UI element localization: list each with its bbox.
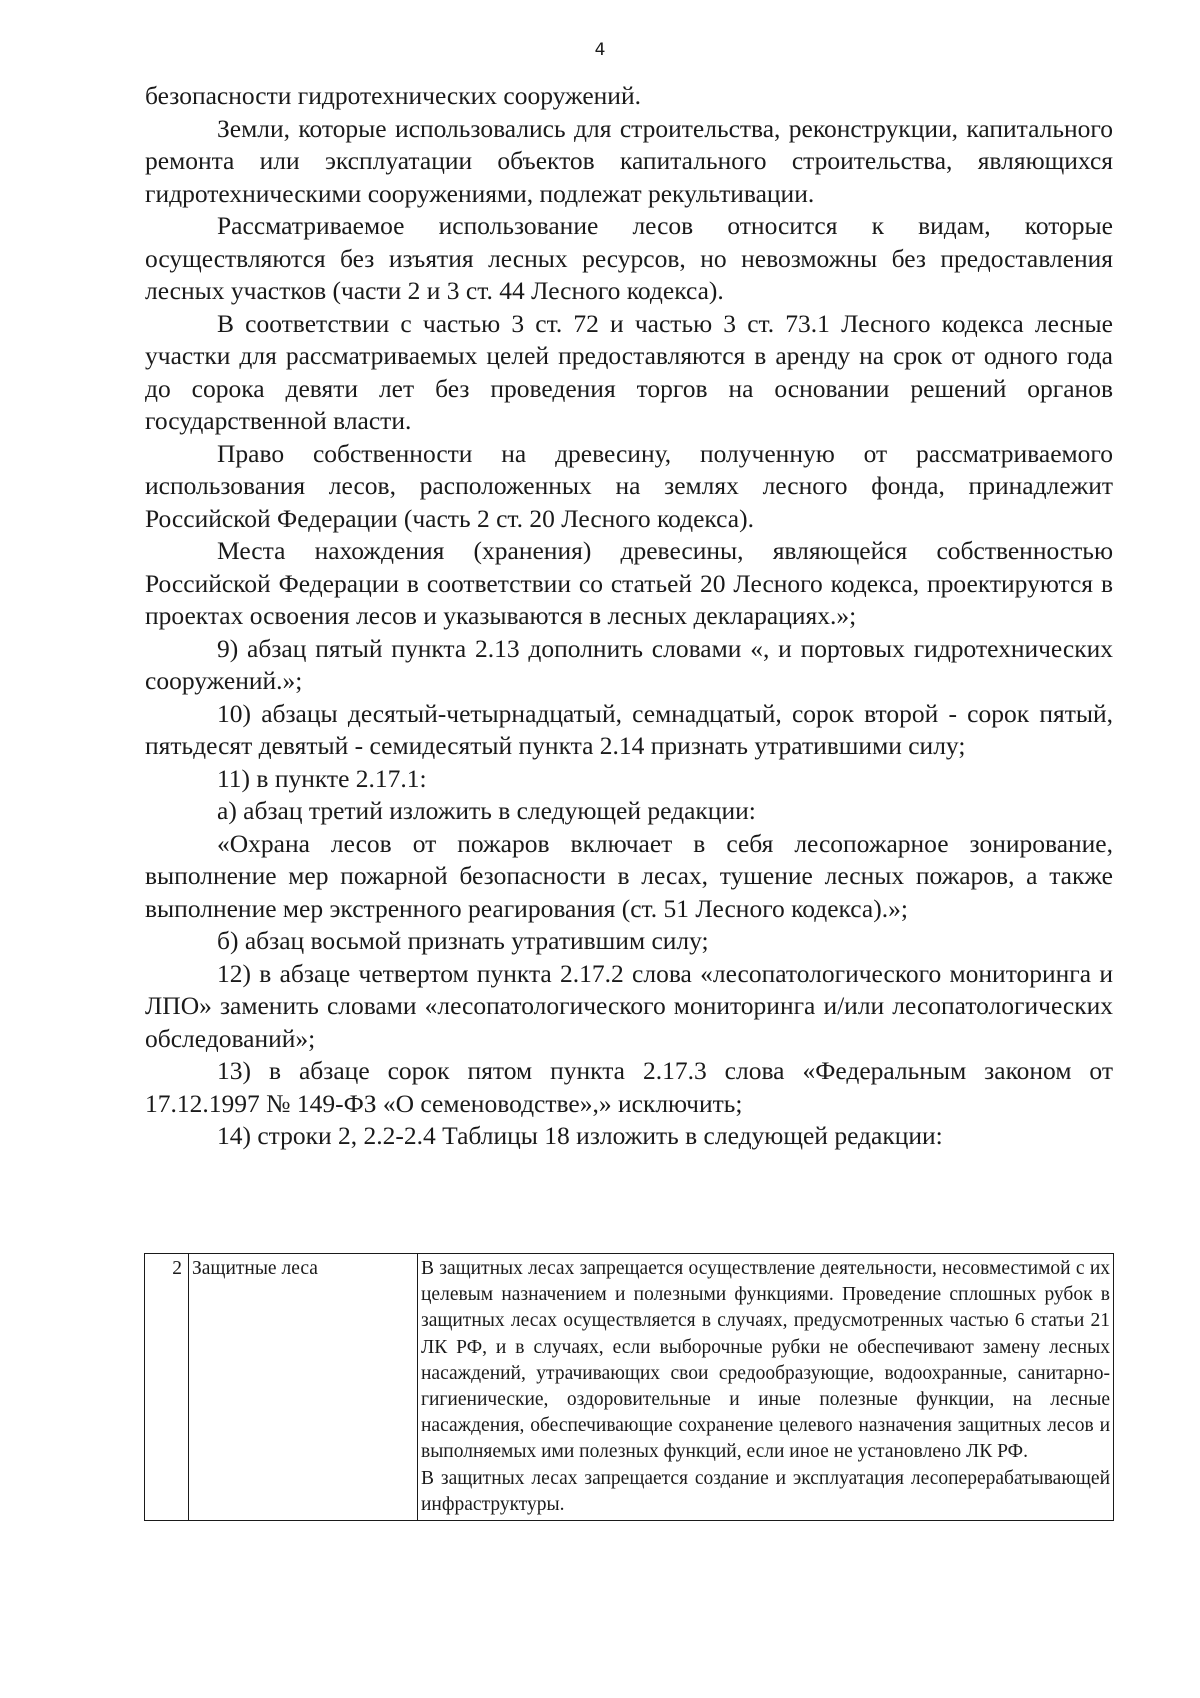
page-number: 4 (594, 40, 606, 60)
row-number: 2 (145, 1254, 189, 1521)
regulation-paragraph: В защитных лесах запрещается осуществление деятельности, несовместимой с их целевым назначением и полезными функциями. Проведение сплошных рубок в защитных лесах осуществляется в случаях, предусмотренных частью 6 статьи 21 ЛК РФ, и в случаях, если выборочные рубки не обеспечивают замену лесных насаждений, утрачивающих свои средообразующие, водоохранные, санитарно-гигиенические, оздоровительные и иные полезные функции, на лесные насаждения, обеспечивающие сохранение целевого назначения защитных лесов и выполняемых ими полезных функций, если иное не установлено ЛК РФ. (421, 1258, 1110, 1463)
paragraph: Земли, которые использовались для строительства, реконструкции, капитального ремонта или эксплуатации объектов капитального строительства, являющихся гидротехническими сооружениями, подлежат рекультивации. (145, 113, 1113, 208)
paragraph: Рассматриваемое использование лесов относится к видам, которые осуществляются без изъятия лесных ресурсов, но невозможны без предоставления лесных участков (части 2 и 3 ст. 44 Лесного кодекса). (145, 211, 1113, 305)
paragraph: 12) в абзаце четвертом пункта 2.17.2 слова «лесопатологического мониторинга и ЛПО» заменить словами «лесопатологического мониторинга и/или лесопатологических обследований»; (145, 958, 1113, 1053)
paragraph: Право собственности на древесину, полученную от рассматриваемого использования лесов, расположенных на землях лесного фонда, принадлежит Российской Федерации (часть 2 ст. 20 Лесного кодекса). (145, 438, 1113, 533)
paragraph: 14) строки 2, 2.2-2.4 Таблицы 18 изложить в следующей редакции: (217, 1121, 943, 1150)
paragraph: 9) абзац пятый пункта 2.13 дополнить словами «, и портовых гидротехнических сооружений.»; (145, 633, 1113, 695)
paragraph: 13) в абзаце сорок пятом пункта 2.17.3 слова «Федеральным законом от 17.12.1997 № 149-ФЗ «О семеноводстве»,» исключить; (145, 1056, 1113, 1118)
paragraph: а) абзац третий изложить в следующей редакции: (217, 796, 756, 825)
forest-regulations-table (144, 1253, 1114, 1521)
paragraph: 10) абзацы десятый-четырнадцатый, семнадцатый, сорок второй - сорок пятый, пятьдесят девятый - семидесятый пункта 2.14 признать утратившими силу; (145, 698, 1113, 760)
table-row (145, 1254, 1114, 1521)
paragraph: безопасности гидротехнических сооружений. (145, 81, 641, 110)
paragraph: Места нахождения (хранения) древесины, являющейся собственностью Российской Федерации в соответствии со статьей 20 Лесного кодекса, проектируются в проектах освоения лесов и указываются в лесных декларациях.»; (145, 536, 1113, 630)
paragraph: 11) в пункте 2.17.1: (217, 763, 427, 793)
paragraph: «Охрана лесов от пожаров включает в себя лесопожарное зонирование, выполнение мер пожарной безопасности в лесах, тушение лесных пожаров, а также выполнение мер экстренного реагирования (ст. 51 Лесного кодекса).»; (145, 828, 1113, 923)
document-body (145, 80, 1113, 1153)
paragraph: В соответствии с частью 3 ст. 72 и частью 3 ст. 73.1 Лесного кодекса лесные участки для рассматриваемых целей предоставляются в аренду на срок от одного года до сорока девяти лет без проведения торгов на основании решений органов государственной власти. (145, 308, 1113, 435)
forest-category: Защитные леса (189, 1254, 418, 1521)
paragraph: б) абзац восьмой признать утратившим силу; (217, 926, 709, 955)
regulation-text (418, 1254, 1114, 1521)
regulation-paragraph: В защитных лесах запрещается создание и эксплуатация лесоперерабатывающей инфраструктуры. (421, 1467, 1110, 1515)
